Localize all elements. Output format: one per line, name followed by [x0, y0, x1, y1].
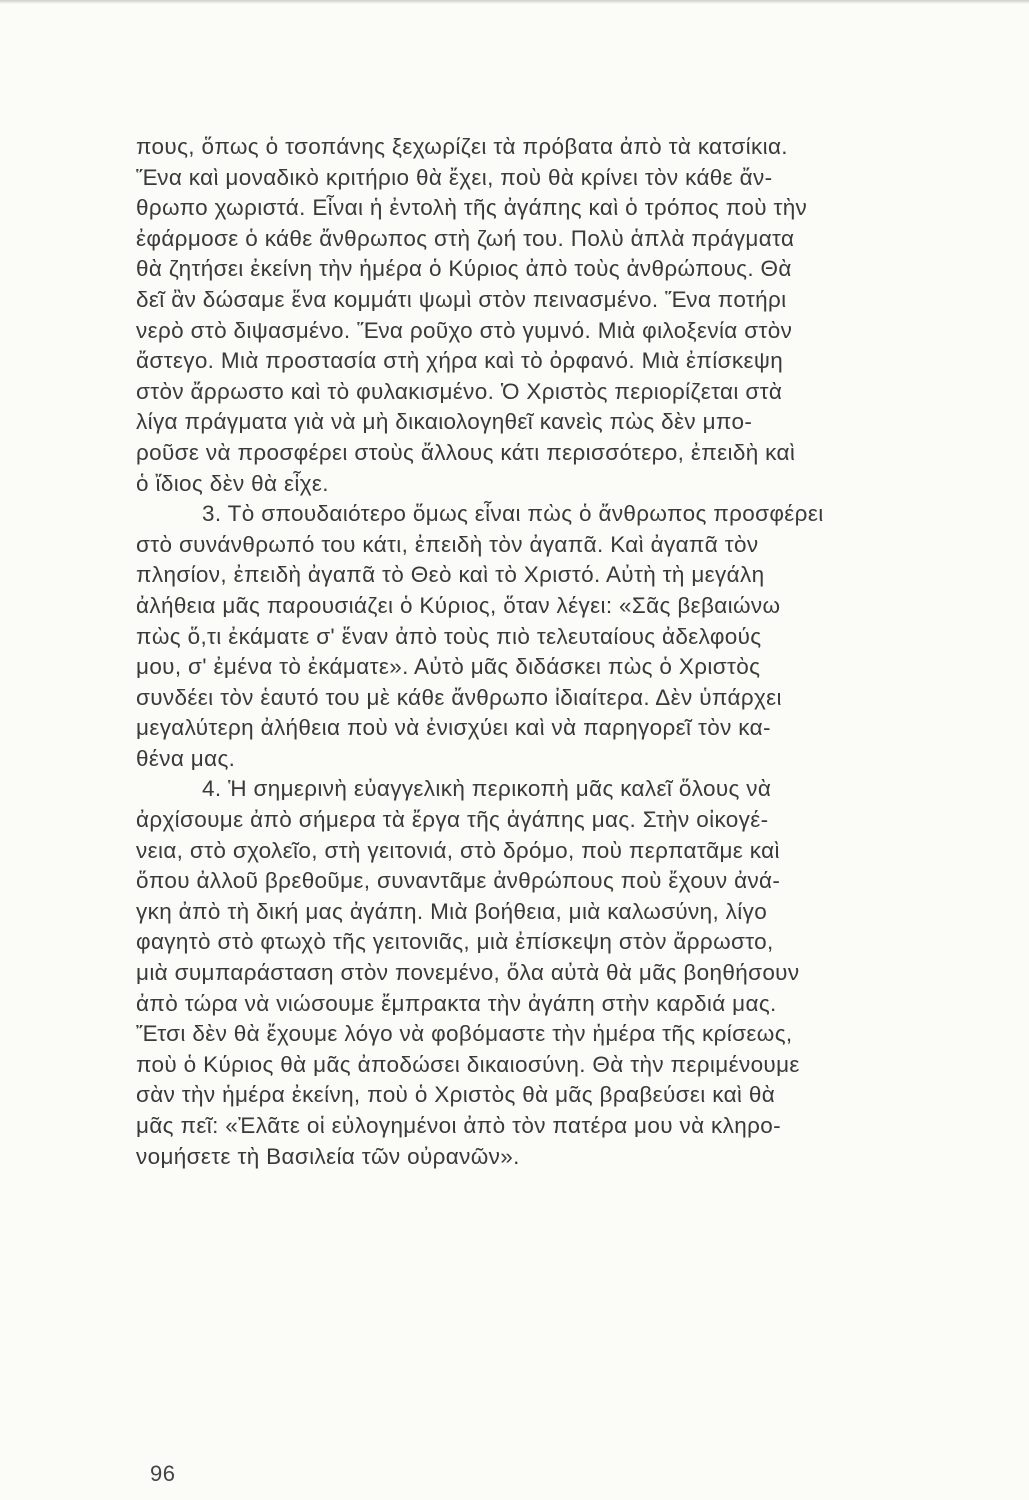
page-number: 96 [150, 1461, 176, 1486]
text-line: νεια, στὸ σχολεῖο, στὴ γειτονιά, στὸ δρόμο, ποὺ περπατᾶμε καὶ [136, 837, 780, 863]
text-line: πλησίον, ἐπειδὴ ἀγαπᾶ τὸ Θεὸ καὶ τὸ Χριστό. Αὐτὴ τὴ μεγάλη [136, 562, 765, 588]
text-line: θρωπο χωριστά. Εἶναι ἡ ἐντολὴ τῆς ἀγάπης καὶ ὁ τρόπος ποὺ τὴν [136, 195, 808, 221]
text-line: ἀλήθεια μᾶς παρουσιάζει ὁ Κύριος, ὅταν λέγει: «Σᾶς βεβαιώνω [136, 592, 781, 618]
text-line: ἐφάρμοσε ὁ κάθε ἄνθρωπος στὴ ζωή του. Πολὺ ἁπλὰ πράγματα [136, 225, 795, 251]
text-line: μεγαλύτερη ἀλήθεια ποὺ νὰ ἐνισχύει καὶ νὰ παρηγορεῖ τὸν κα- [136, 715, 771, 741]
text-line: ροῦσε νὰ προσφέρει στοὺς ἄλλους κάτι περισσότερο, ἐπειδὴ καὶ [136, 439, 796, 465]
text-line: ἀπὸ τώρα νὰ νιώσουμε ἔμπρακτα τὴν ἀγάπη στὴν καρδιά μας. [136, 990, 777, 1016]
text-line: φαγητὸ στὸ φτωχὸ τῆς γειτονιᾶς, μιὰ ἐπίσκεψη στὸν ἄρρωστο, [136, 929, 774, 955]
page-top-edge [0, 0, 1029, 4]
paragraph-start-line: 4. Ἡ σημερινὴ εὐαγγελικὴ περικοπὴ μᾶς καλεῖ ὅλους νὰ [202, 776, 772, 802]
text-line: θὰ ζητήσει ἐκείνη τὴν ἡμέρα ὁ Κύριος ἀπὸ τοὺς ἀνθρώπους. Θὰ [136, 256, 792, 282]
text-line: σὰν τὴν ἡμέρα ἐκείνη, ποὺ ὁ Χριστὸς θὰ μᾶς βραβεύσει καὶ θὰ [136, 1082, 776, 1108]
text-line: νομήσετε τὴ Βασιλεία τῶν οὐρανῶν». [136, 1143, 520, 1169]
text-line: ἄστεγο. Μιὰ προστασία στὴ χήρα καὶ τὸ ὀρφανό. Μιὰ ἐπίσκεψη [136, 348, 784, 374]
text-line: Ἕνα καὶ μοναδικὸ κριτήριο θὰ ἔχει, ποὺ θὰ κρίνει τὸν κάθε ἄν- [136, 164, 773, 190]
text-line: ποὺ ὁ Κύριος θὰ μᾶς ἀποδώσει δικαιοσύνη. Θὰ τὴν περιμένουμε [136, 1051, 800, 1077]
text-line: ὅπου ἀλλοῦ βρεθοῦμε, συναντᾶμε ἀνθρώπους ποὺ ἔχουν ἀνά- [136, 868, 781, 894]
text-line: στὸ συνάνθρωπό του κάτι, ἐπειδὴ τὸν ἀγαπᾶ. Καὶ ἀγαπᾶ τὸν [136, 531, 759, 557]
text-line: θένα μας. [136, 745, 236, 771]
text-line: πους, ὅπως ὁ τσοπάνης ξεχωρίζει τὰ πρόβατα ἀπὸ τὰ κατσίκια. [136, 134, 788, 159]
text-line: γκη ἀπὸ τὴ δική μας ἀγάπη. Μιὰ βοήθεια, μιὰ καλωσύνη, λίγο [136, 898, 768, 924]
body-text [136, 132, 992, 1172]
text-line: ἀρχίσουμε ἀπὸ σήμερα τὰ ἔργα τῆς ἀγάπης μας. Στὴν οἰκογέ- [136, 807, 769, 833]
text-line: πὼς ὅ,τι ἐκάματε σ' ἕναν ἀπὸ τοὺς πιὸ τελευταίους ἀδελφούς [136, 623, 762, 649]
text-line: μᾶς πεῖ: «Ἐλᾶτε οἱ εὐλογημένοι ἀπὸ τὸν πατέρα μου νὰ κληρο- [136, 1113, 781, 1138]
text-line: μου, σ' ἐμένα τὸ ἐκάματε». Αὐτὸ μᾶς διδάσκει πὼς ὁ Χριστὸς [136, 654, 761, 680]
text-line: μιὰ συμπαράσταση στὸν πονεμένο, ὅλα αὐτὰ θὰ μᾶς βοηθήσουν [136, 960, 800, 986]
text-line: Ἔτσι δὲν θὰ ἔχουμε λόγο νὰ φοβόμαστε τὴν ἡμέρα τῆς κρίσεως, [136, 1021, 793, 1047]
text-line: συνδέει τὸν ἑαυτό του μὲ κάθε ἄνθρωπο ἰδιαίτερα. Δὲν ὑπάρχει [136, 684, 782, 710]
text-line: στὸν ἄρρωστο καὶ τὸ φυλακισμένο. Ὁ Χριστὸς περιορίζεται στὰ [136, 378, 783, 404]
text-line: δεῖ ἂν δώσαμε ἕνα κομμάτι ψωμὶ στὸν πεινασμένο. Ἕνα ποτήρι [136, 286, 787, 312]
text-line: νερὸ στὸ διψασμένο. Ἕνα ροῦχο στὸ γυμνό. Μιὰ φιλοξενία στὸν [136, 317, 793, 343]
paragraph-start-line: 3. Τὸ σπουδαιότερο ὅμως εἶναι πὼς ὁ ἄνθρωπος προσφέρει [202, 501, 824, 527]
text-line: λίγα πράγματα γιὰ νὰ μὴ δικαιολογηθεῖ κανεὶς πὼς δὲν μπο- [136, 409, 753, 435]
text-line: ὁ ἴδιος δὲν θὰ εἶχε. [136, 470, 329, 496]
